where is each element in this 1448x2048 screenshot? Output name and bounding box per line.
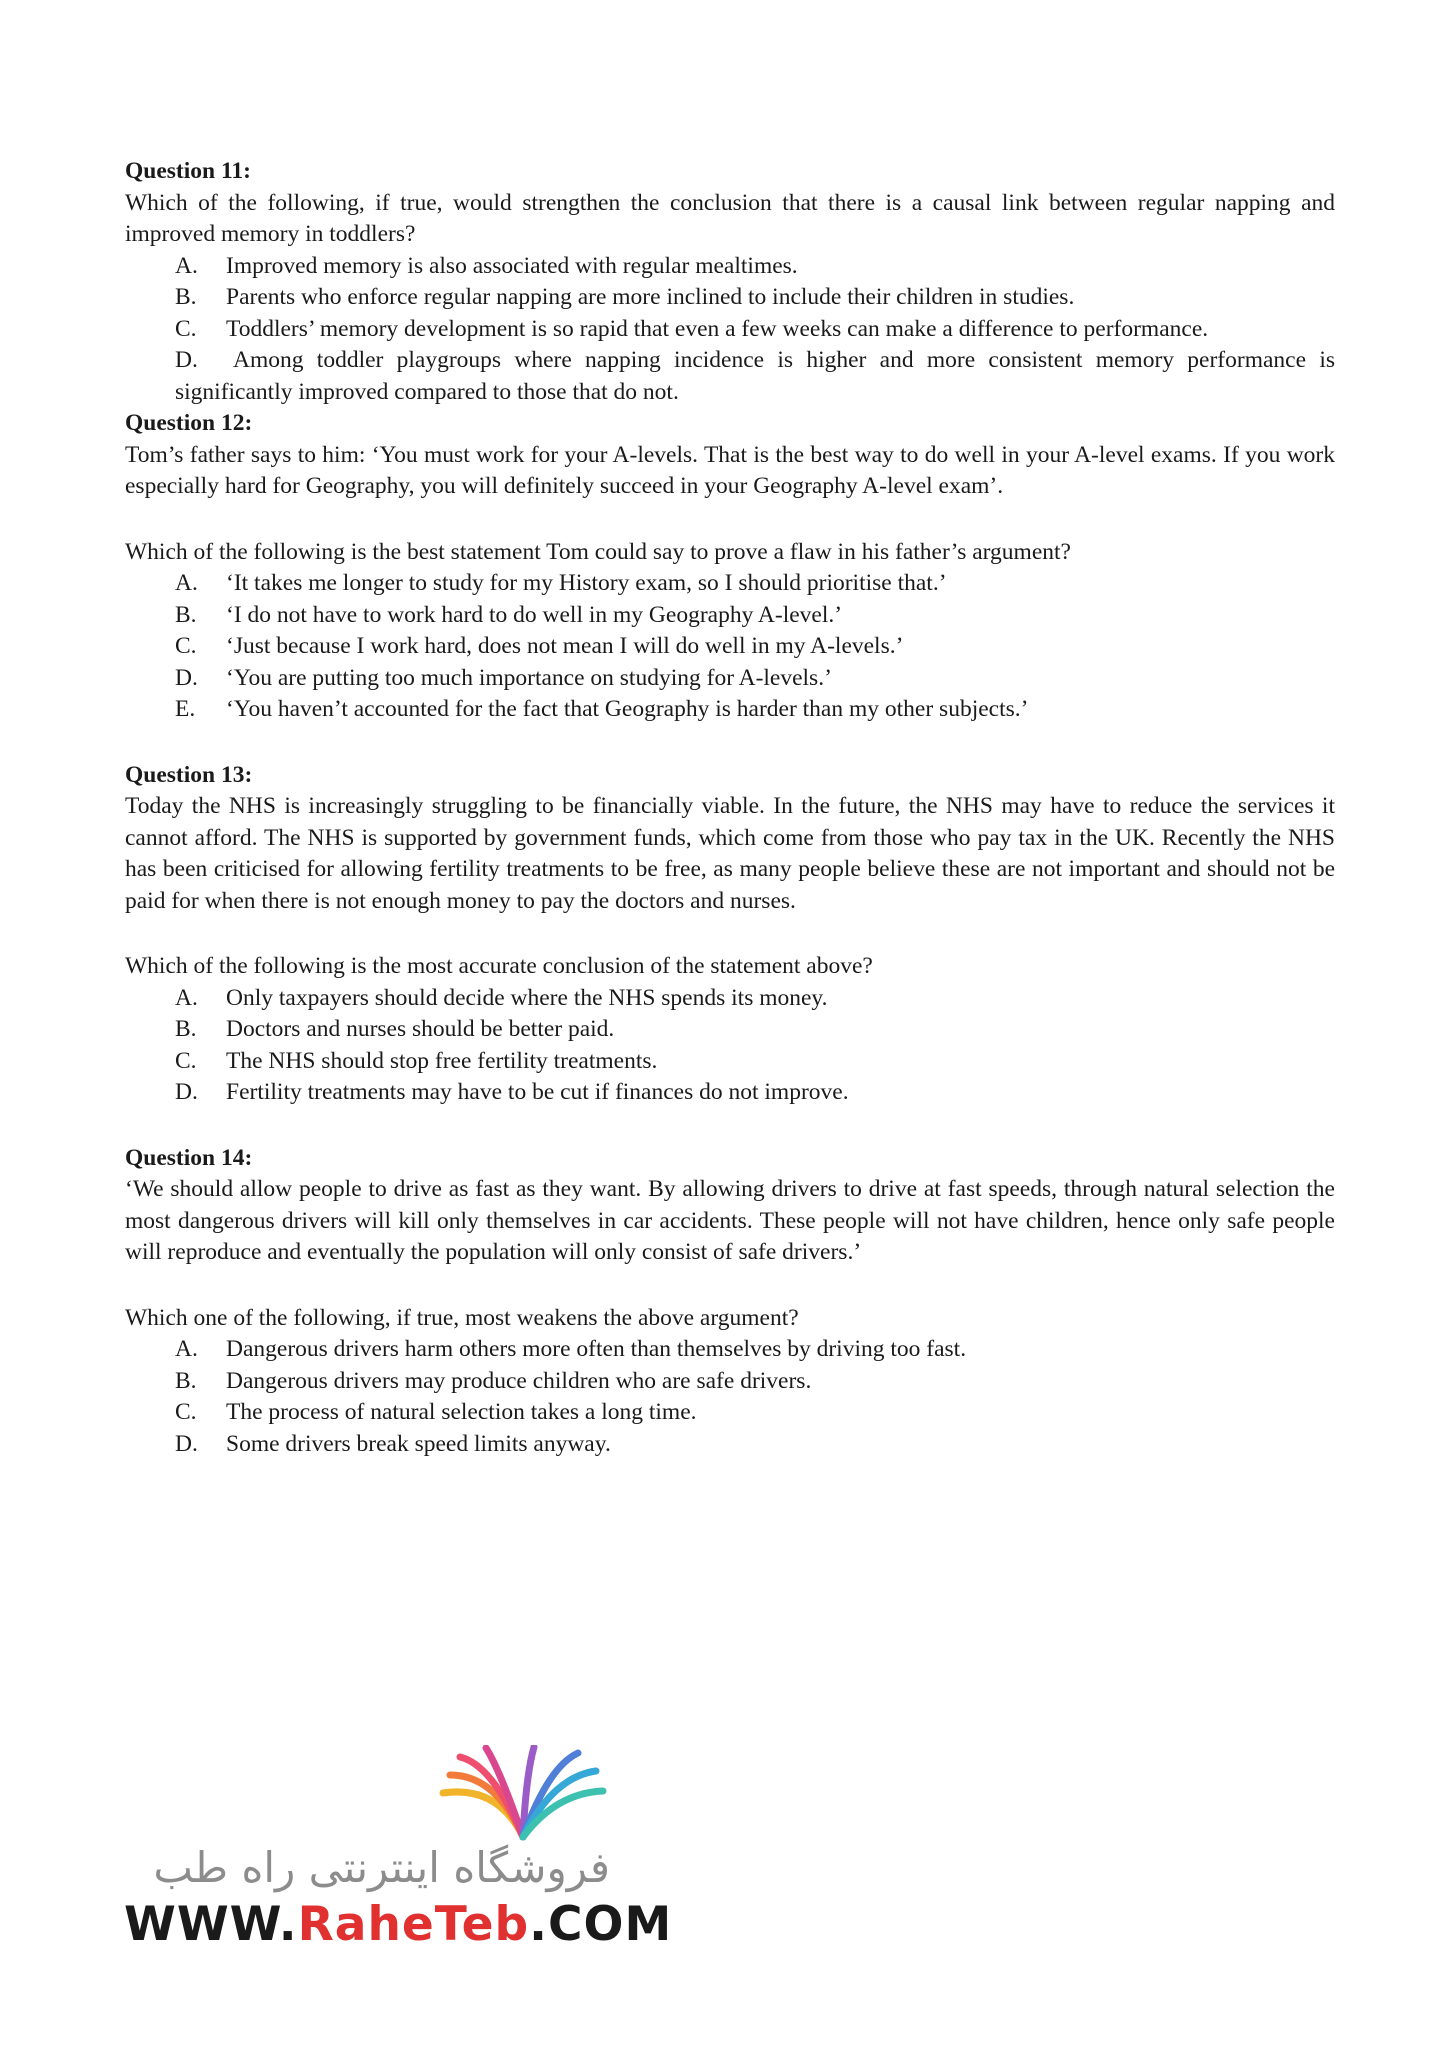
document-page — [125, 156, 1335, 1460]
question-stem: Today the NHS is increasingly struggling to be financially viable. In the future, the NHS may have to reduce the services it cannot afford. The NHS is supported by government funds, which come from those who pay tax in the UK. Recently the NHS has been criticised for allowing fertility treatments to be free, as many people believe these are not important and should not be paid for when there is not enough money to pay the doctors and nurses. — [125, 793, 1335, 914]
answer-option-a: A. Improved memory is also associated with regular mealtimes. — [175, 252, 798, 279]
question-title: Question 14: — [125, 1144, 253, 1171]
raheteb-watermark-logo — [120, 1745, 673, 1955]
question-stem: Which of the following, if true, would strengthen the conclusion that there is a causal link between regular napping and improved memory in toddlers? — [125, 189, 1335, 247]
answer-option-b: B. Parents who enforce regular napping are more inclined to include their children in studies. — [175, 284, 1075, 310]
answer-option-c: C. Toddlers’ memory development is so rapid that even a few weeks can make a difference to performance. — [175, 315, 1209, 342]
answer-option-b: B. Dangerous drivers may produce children who are safe drivers. — [175, 1367, 812, 1394]
question-stem: ‘We should allow people to drive as fast as they want. By allowing drivers to drive at fast speeds, through natural selection the most dangerous drivers will kill only themselves in car accidents. These people will not have children, hence only safe people will reproduce and eventually the population will only consist of safe drivers.’ — [125, 1176, 1335, 1265]
question-prompt: Which of the following is the most accurate conclusion of the statement above? — [125, 953, 873, 979]
question-13 — [125, 760, 1335, 1109]
answer-options — [125, 1334, 1335, 1460]
answer-option-d: D. Fertility treatments may have to be cut if finances do not improve. — [175, 1079, 849, 1105]
answer-option-c: C. The NHS should stop free fertility treatments. — [175, 1047, 658, 1074]
watermark-persian-text: فروشگاه اینترنتی راه طب — [153, 1843, 610, 1892]
watermark-url: WWW.RaheTeb.COM — [124, 1897, 673, 1952]
question-prompt: Which of the following is the best statement Tom could say to prove a flaw in his father’s argument? — [125, 538, 1071, 565]
answer-option-a: A. ‘It takes me longer to study for my History exam, so I should prioritise that.’ — [175, 570, 947, 596]
answer-option-c: C. ‘Just because I work hard, does not mean I will do well in my A-levels.’ — [175, 633, 904, 659]
question-stem: Tom’s father says to him: ‘You must work for your A-levels. That is the best way to do well in your A-level exams. If you work especially hard for Geography, you will definitely succeed in your Geography A-level exam’. — [125, 441, 1335, 499]
answer-option-b: B. Doctors and nurses should be better paid. — [175, 1016, 615, 1042]
question-11 — [125, 156, 1335, 408]
open-book-arcs-icon — [438, 1745, 608, 1845]
answer-option-e: E. ‘You haven’t accounted for the fact that Geography is harder than my other subjects.’ — [175, 696, 1029, 722]
question-title: Question 11: — [125, 158, 252, 184]
answer-option-a: A. Only taxpayers should decide where the NHS spends its money. — [175, 984, 828, 1011]
question-12 — [125, 408, 1335, 726]
answer-option-d: D. Among toddler playgroups where napping incidence is higher and more consistent memory performance is significantly improved compared to those that do not. — [175, 347, 1335, 405]
answer-options — [125, 251, 1335, 409]
question-14 — [125, 1143, 1335, 1461]
question-title: Question 12: — [125, 410, 253, 436]
answer-option-a: A. Dangerous drivers harm others more often than themselves by driving too fast. — [175, 1336, 967, 1362]
answer-option-d: D. Some drivers break speed limits anyway. — [175, 1430, 611, 1457]
answer-options — [125, 568, 1335, 726]
answer-option-c: C. The process of natural selection takes a long time. — [175, 1399, 697, 1425]
answer-options — [125, 983, 1335, 1109]
answer-option-b: B. ‘I do not have to work hard to do well in my Geography A-level.’ — [175, 601, 843, 628]
question-title: Question 13: — [125, 761, 253, 788]
answer-option-d: D. ‘You are putting too much importance on studying for A-levels.’ — [175, 664, 832, 691]
question-prompt: Which one of the following, if true, most weakens the above argument? — [125, 1304, 799, 1331]
